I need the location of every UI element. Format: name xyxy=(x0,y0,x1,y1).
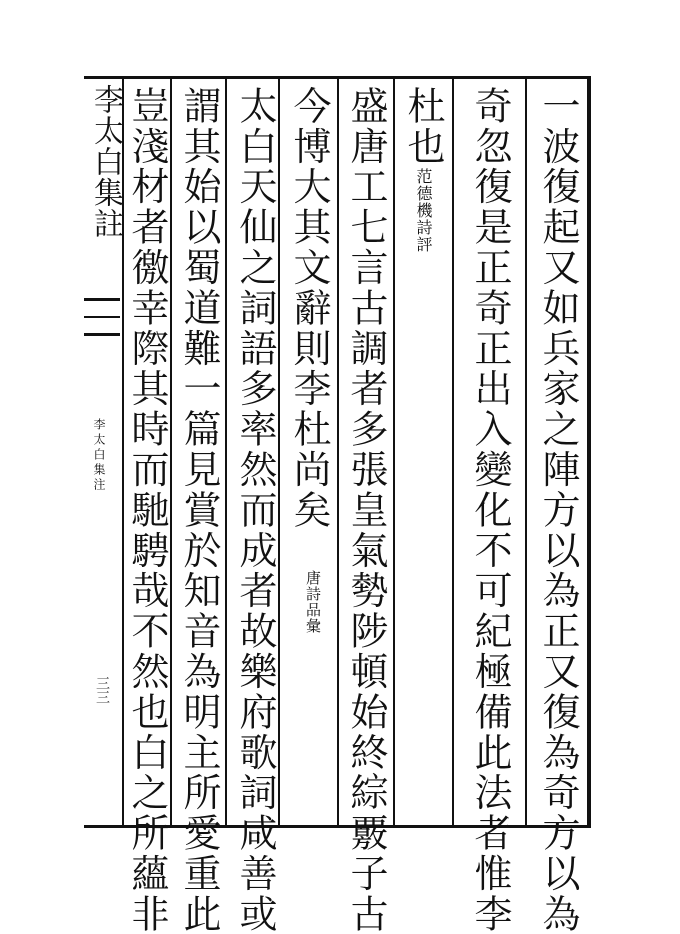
source-note-tangshi-pinhui: 唐詩品彙 xyxy=(304,570,322,634)
text-column-5: 今博大其文辭則李杜尚矣 xyxy=(287,86,331,531)
margin-book-title: 李太白集註 xyxy=(88,84,123,239)
text-column-6: 太白天仙之詞語多率然而成者故樂府歌詞咸善或 xyxy=(233,86,277,934)
column-rule xyxy=(225,79,227,825)
column-rule xyxy=(525,79,527,825)
text-column-2: 奇忽復是正奇正出入變化不可紀極備此法者惟李 xyxy=(468,86,512,934)
column-rule xyxy=(337,79,339,825)
column-rule xyxy=(393,79,395,825)
text-column-1: 一波復起又如兵家之陣方以為正又復為奇方以為 xyxy=(536,86,580,934)
column-rule xyxy=(122,79,124,825)
column-rule xyxy=(452,79,454,825)
page-number: 三三 xyxy=(94,676,110,704)
column-rule xyxy=(278,79,280,825)
margin-subtitle: 李太白集注 xyxy=(92,418,106,493)
fish-tail-mark xyxy=(84,298,120,336)
text-column-7: 謂其始以蜀道難一篇見賞於知音為明主所愛重此 xyxy=(177,86,221,934)
text-column-4: 盛唐工七言古調者多張皇氣勢陟頓始終綜覈子古 xyxy=(344,86,388,934)
source-note-fan-deji: 范德機詩評 xyxy=(414,168,433,253)
text-column-8: 豈淺材者徼幸際其時而馳騁哉不然也白之所蘊非 xyxy=(125,86,169,934)
column-rule xyxy=(170,79,172,825)
text-column-3: 杜也 xyxy=(401,86,445,167)
